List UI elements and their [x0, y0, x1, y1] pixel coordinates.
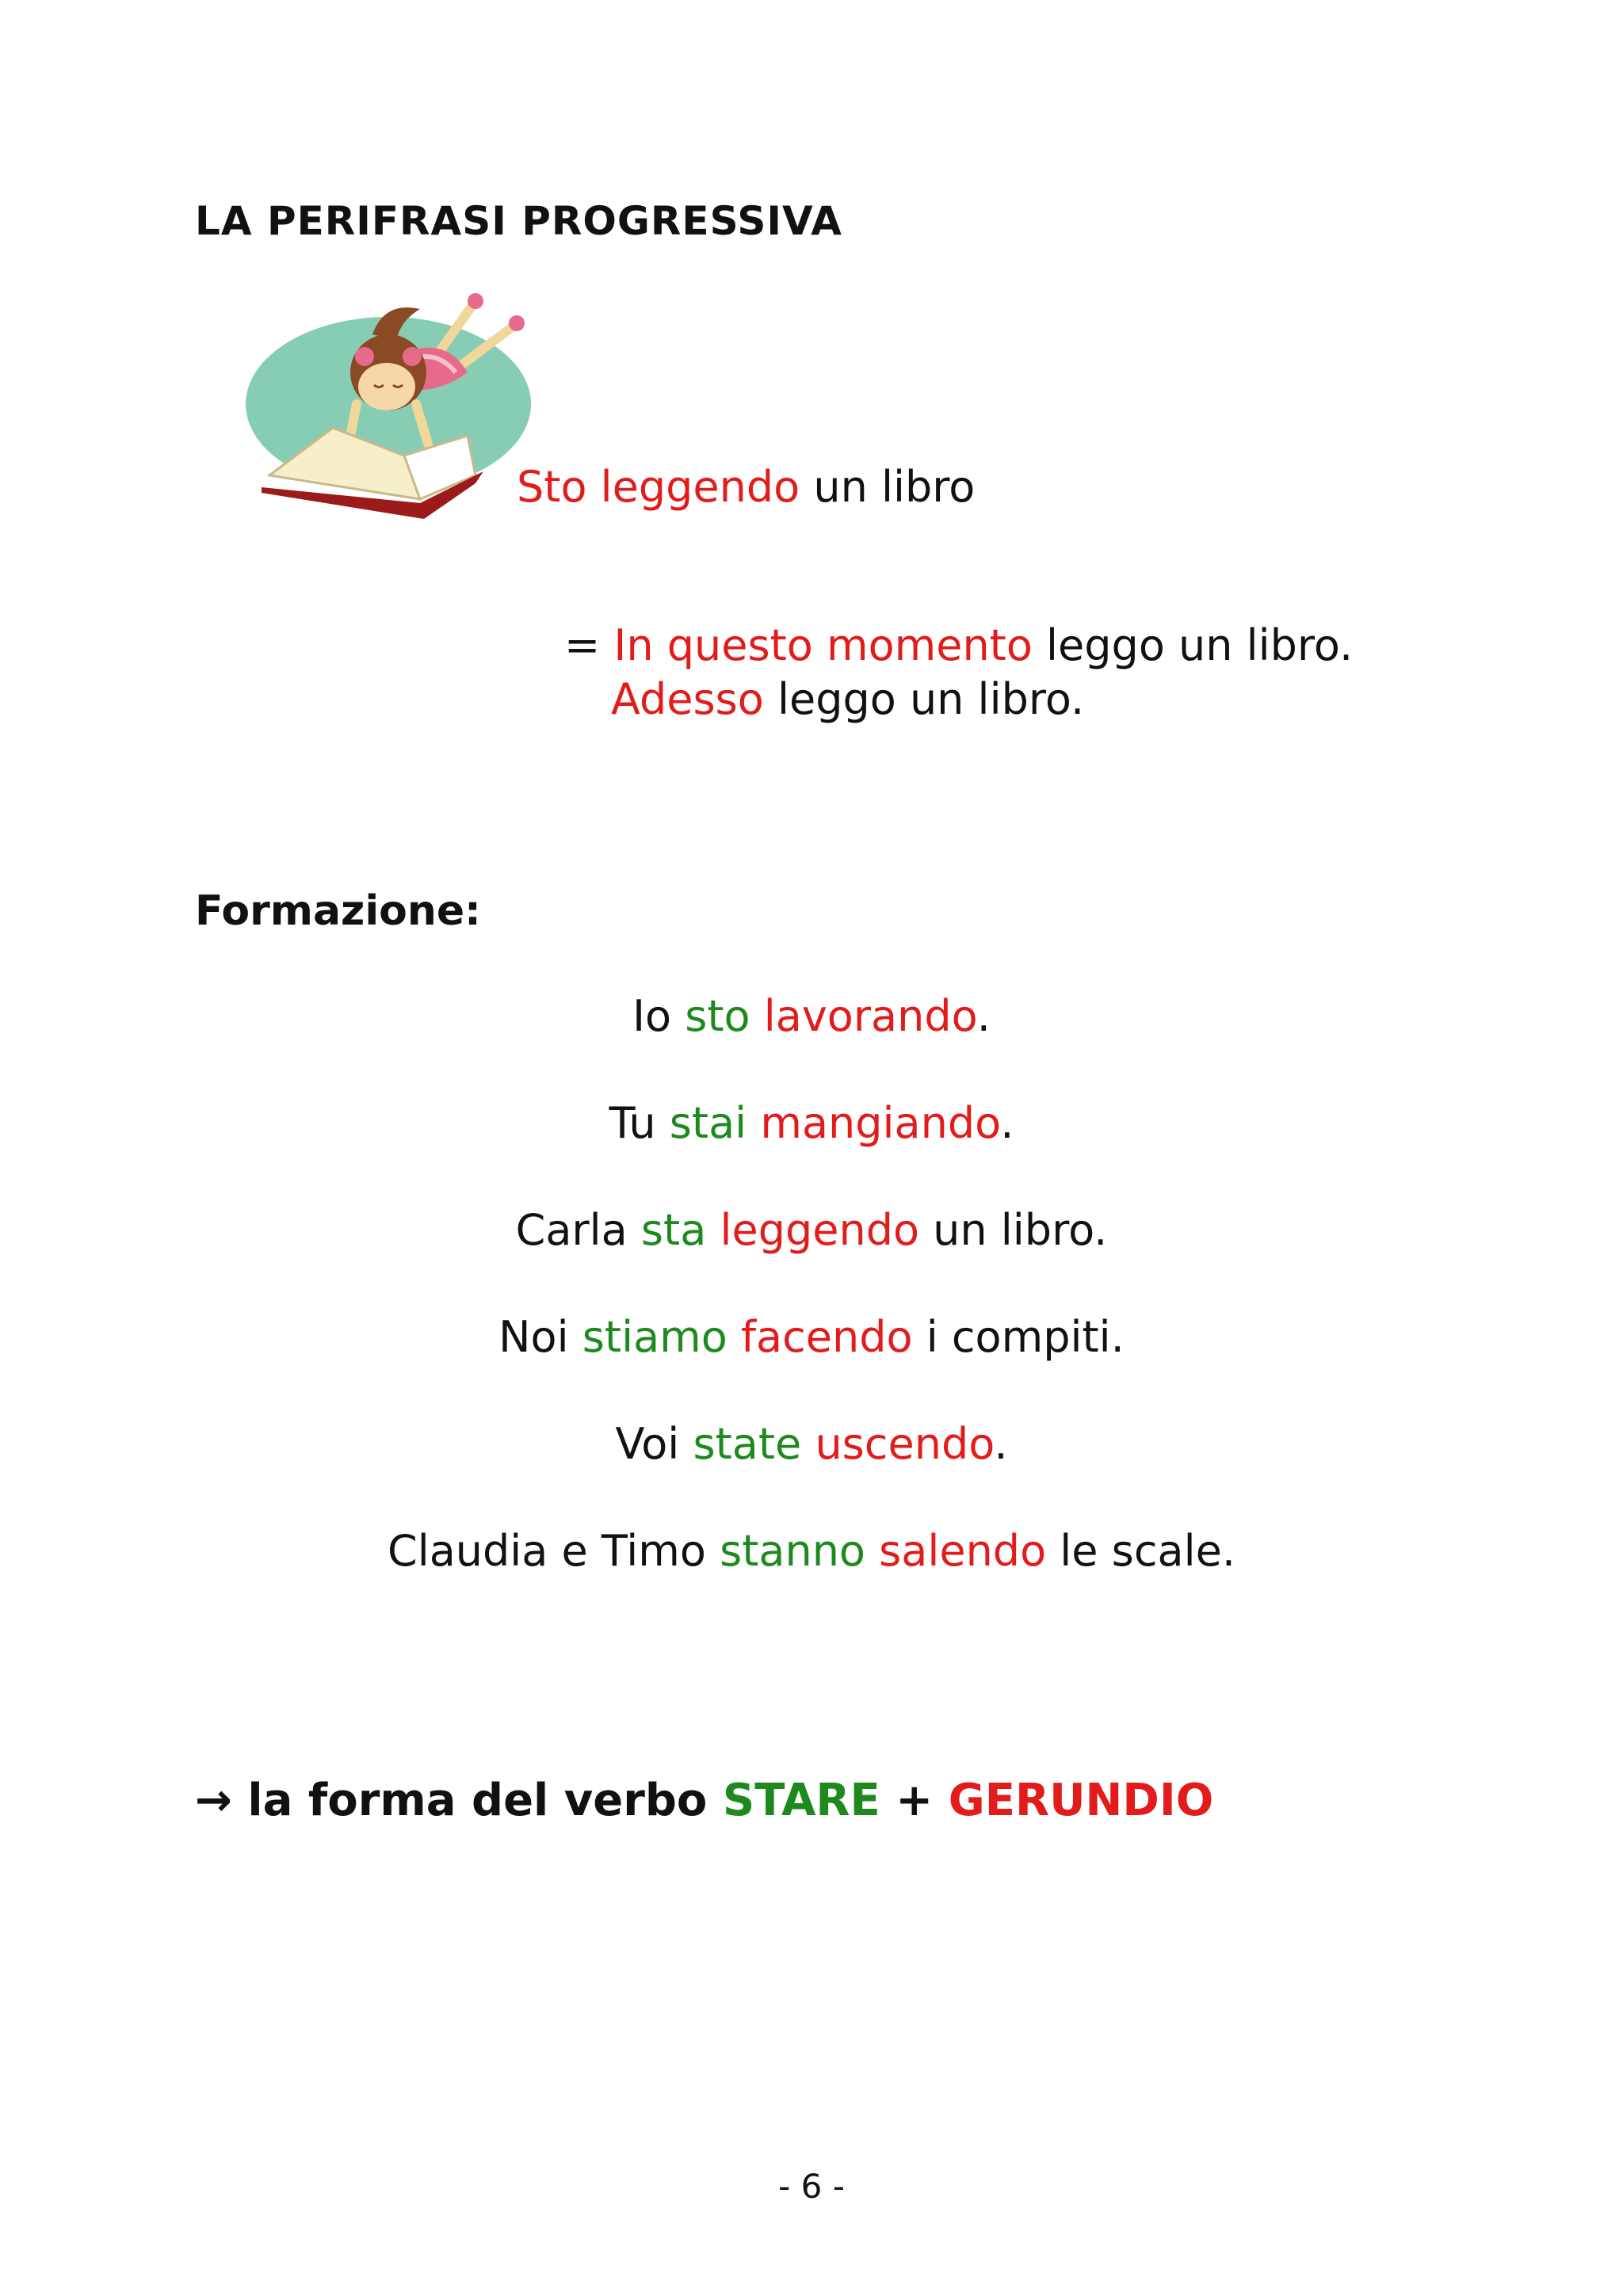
page-number: - 6 -	[778, 2167, 845, 2206]
gerund: lavorando	[750, 991, 977, 1041]
example-row	[0, 1418, 1623, 1470]
gerund: salendo	[865, 1526, 1047, 1576]
example-row	[0, 1097, 1623, 1150]
rule-gerund: GERUNDIO	[948, 1775, 1214, 1826]
example-row	[0, 1525, 1623, 1577]
auxiliary-stare: stanno	[720, 1526, 865, 1576]
rest: .	[994, 1419, 1008, 1469]
auxiliary-stare: sta	[640, 1205, 707, 1255]
subject: Carla	[515, 1205, 641, 1255]
equivalent-line-2	[611, 673, 1084, 726]
formation-heading: Formazione:	[195, 887, 481, 935]
time-marker-1: In questo momento	[613, 620, 1033, 670]
gerund: leggendo	[706, 1205, 920, 1255]
time-marker-2: Adesso	[611, 674, 764, 724]
auxiliary-stare: state	[693, 1419, 802, 1469]
gerund: uscendo	[801, 1419, 995, 1469]
subject: Noi	[498, 1312, 582, 1362]
arrow-icon: →	[195, 1775, 232, 1826]
rest: i compiti.	[912, 1312, 1125, 1362]
rule-text: la forma del verbo	[231, 1775, 723, 1826]
equivalent-rest-2: leggo un libro.	[763, 674, 1085, 724]
subject: Io	[632, 991, 685, 1041]
example-verb: Sto leggendo	[517, 462, 800, 512]
subject: Tu	[609, 1098, 670, 1148]
rest: le scale.	[1046, 1526, 1235, 1576]
equivalent-line-1	[564, 620, 1353, 672]
gerund: mangiando	[747, 1098, 1001, 1148]
rest: .	[1000, 1098, 1014, 1148]
rest: un libro.	[919, 1205, 1108, 1255]
equivalent-rest-1: leggo un libro.	[1032, 620, 1354, 670]
grammar-rule	[195, 1775, 1213, 1826]
page-title: LA PERIFRASI PROGRESSIVA	[195, 198, 842, 244]
subject: Claudia e Timo	[387, 1526, 720, 1576]
auxiliary-stare: stiamo	[582, 1312, 727, 1362]
rule-verb-stare: STARE	[722, 1775, 880, 1826]
equals-sign: =	[564, 620, 614, 670]
auxiliary-stare: stai	[669, 1098, 747, 1148]
rest: .	[976, 991, 991, 1041]
gerund: facendo	[727, 1312, 913, 1362]
rule-plus: +	[880, 1775, 949, 1826]
example-rest: un libro	[800, 462, 976, 512]
girl-reading-illustration	[238, 285, 539, 523]
auxiliary-stare: sto	[685, 991, 750, 1041]
example-row	[0, 1204, 1623, 1257]
example-sentence	[517, 461, 975, 513]
example-row	[0, 1311, 1623, 1363]
subject: Voi	[615, 1419, 693, 1469]
example-row	[0, 990, 1623, 1043]
